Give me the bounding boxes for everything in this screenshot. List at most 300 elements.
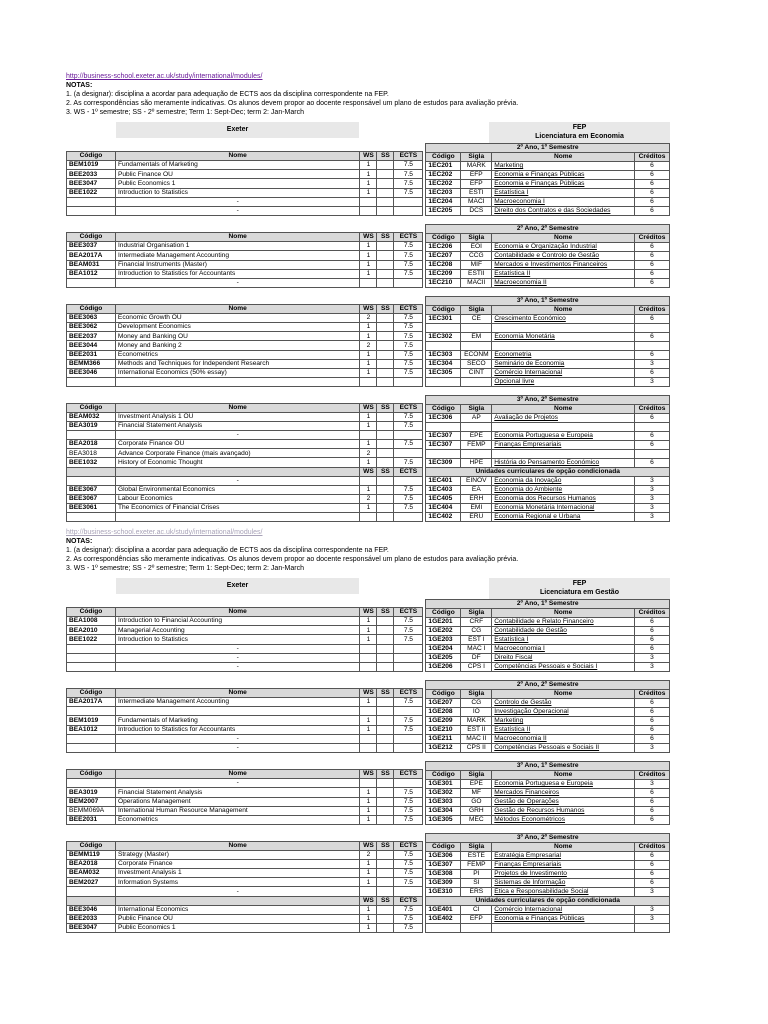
table-cell [635,423,670,432]
table-cell: BEE3061 [67,503,116,512]
table-cell [67,734,116,743]
table-cell: BEA3019 [67,788,116,797]
table-cell[interactable]: Mercados e Investimentos Financeiros [492,261,635,270]
table-cell[interactable]: Estratégia Empresarial [492,852,635,861]
semester-row [426,297,670,306]
table-cell: Introduction to Statistics for Accountants [115,725,359,734]
column-header: Sigla [461,690,492,699]
block-spacer [66,288,670,296]
table-cell: BEA2010 [67,626,116,635]
table-cell: 1 [360,716,377,725]
notes-title: NOTAS: [66,538,93,545]
table-cell [635,450,670,459]
table-cell [67,887,116,896]
table-cell [377,635,394,644]
table-cell[interactable]: Economia Monetária [492,333,635,342]
table-row [426,243,670,252]
table-cell[interactable]: Finanças Empresariais [492,861,635,870]
column-header: Código [426,843,461,852]
table-cell[interactable]: Economia Portuguesa e Europeia [492,780,635,789]
table-cell: IO [461,708,492,717]
table-row [426,744,670,753]
blank-cell [115,296,360,305]
table-cell [377,923,394,932]
semester-title: 2º Ano, 1º Semestre [426,600,670,609]
table-cell: 7.5 [394,332,423,341]
section-2 [66,528,670,933]
table-cell: 6 [635,852,670,861]
table-cell: 1 [360,914,377,923]
table-cell: AP [461,414,492,423]
table-cell: BEA2018 [67,440,116,449]
table-cell [377,806,394,815]
table-cell [67,662,116,671]
table-cell: 1 [360,458,377,467]
notes [66,537,670,573]
table-row [426,888,670,897]
table-cell: CRF [461,618,492,627]
table-cell [67,278,116,287]
column-header: Nome [492,609,635,618]
column-header: Código [426,771,461,780]
table-cell: 3 [635,504,670,513]
table-cell [394,887,423,896]
table-cell: EM [461,333,492,342]
exeter-table [66,761,423,825]
table-cell: EINOV [461,477,492,486]
table-cell [394,734,423,743]
table-cell[interactable]: Estatística II [492,726,635,735]
table-cell [377,350,394,359]
table-row [67,485,423,494]
table-cell[interactable]: Economia e Finanças Públicas [492,180,635,189]
table-cell [377,707,394,716]
column-header: ECTS [394,896,423,905]
table-cell: BEA3018 [67,449,116,458]
semester-row [426,681,670,690]
column-header: SS [377,152,394,161]
column-header: WS [360,404,377,413]
module-link[interactable]: http://business-school.exeter.ac.uk/study/international/modules/ [66,529,263,536]
table-row [67,860,423,869]
table-row [426,333,670,342]
table-cell: 1GE308 [426,870,461,879]
table-row [67,332,423,341]
table-cell: BEM2027 [67,878,116,887]
table-cell[interactable]: Finanças Empresariais [492,441,635,450]
semester-title: 2º Ano, 1º Semestre [426,144,670,153]
table-cell [377,878,394,887]
table-cell: 1 [360,698,377,707]
table-cell: PI [461,870,492,879]
blank-cell [394,833,423,842]
table-cell: BEE2031 [67,350,116,359]
table-cell: SECO [461,360,492,369]
optional-title: Unidades curriculares de opção condicionada [426,468,670,477]
table-cell: 1 [360,923,377,932]
table-cell[interactable]: Ética e Responsabilidade Social [492,888,635,897]
table-cell[interactable]: Direito Fiscal [492,654,635,663]
table-cell [377,626,394,635]
table-cell: 1EC207 [426,252,461,261]
table-cell[interactable]: Economia e Finanças Públicas [492,915,635,924]
table-row [67,761,423,770]
table-cell [394,476,423,485]
table-cell: 1EC206 [426,243,461,252]
table-cell: CI [461,906,492,915]
blank-cell [360,761,377,770]
table-cell: 1 [360,350,377,359]
table-cell: 7.5 [394,716,423,725]
block-spacer [66,825,670,833]
block-spacer [66,753,670,761]
table-row [426,180,670,189]
table-cell: Investment Analysis 1 OU [115,413,360,422]
table-cell[interactable]: Investigação Operacional [492,708,635,717]
module-link[interactable]: http://business-school.exeter.ac.uk/study/international/modules/ [66,73,263,80]
table-cell [377,449,394,458]
table-cell[interactable]: Economia Monetária Internacional [492,504,635,513]
table-cell: 6 [635,459,670,468]
table-cell: 6 [634,315,669,324]
table-cell[interactable]: Mercados Financeiros [492,789,635,798]
table-cell[interactable]: Comércio Internacional [492,906,635,915]
table-row [67,431,423,440]
column-header: Código [426,405,461,414]
table-cell[interactable]: Estatística I [492,189,635,198]
table-cell: BEE2037 [67,332,116,341]
table-cell: DCS [461,207,492,216]
table-cell: Money and Banking OU [115,332,360,341]
table-cell: 1 [360,797,377,806]
table-cell: 7.5 [394,314,423,323]
table-row [67,887,423,896]
table-cell[interactable]: Comércio Internacional [492,369,635,378]
table-cell: 1EC309 [426,459,461,468]
semester-row [426,144,670,153]
table-row [67,350,423,359]
table-cell: BEA1012 [67,725,116,734]
table-cell: SI [461,879,492,888]
table-cell [377,188,394,197]
table-cell [461,450,492,459]
table-cell: BEMM366 [67,359,116,368]
table-cell [377,716,394,725]
table-cell: 1EC302 [426,333,461,342]
semester-row [426,834,670,843]
table-cell: BEE2033 [67,914,116,923]
table-cell: Operations Management [115,797,359,806]
table-cell[interactable]: Economia dos Recursos Humanos [492,495,635,504]
table-cell: BEMM069A [67,806,116,815]
table-cell[interactable]: Estatística II [492,270,635,279]
table-cell [635,924,670,933]
blank-cell [360,395,377,404]
table-cell: ECONM [461,351,492,360]
table-cell [377,815,394,824]
table-cell: ESTI [461,189,492,198]
fep-name: FEP [572,124,587,131]
table-cell: 1EC210 [426,279,461,288]
table-cell [360,662,377,671]
table-row [67,779,423,788]
table-row [426,699,670,708]
table-cell: 3 [635,744,670,753]
table-row [426,654,670,663]
table-cell [394,449,423,458]
table-row [67,851,423,860]
column-header: Nome [115,404,360,413]
fep-name: FEP [572,580,587,587]
table-cell: Global Environmental Economics [115,485,360,494]
header-row [67,842,423,851]
table-cell: 3 [635,663,670,672]
table-cell [377,653,394,662]
column-header: Nome [115,842,359,851]
fep-table [425,833,670,933]
table-cell[interactable]: Competências Pessoais e Sociais II [492,744,635,753]
column-header: Nome [492,771,635,780]
semester-block [66,833,670,933]
table-cell: 1EC205 [426,207,461,216]
table-cell: 1GE203 [426,636,461,645]
table-cell: 1GE306 [426,852,461,861]
table-cell: MIF [461,261,492,270]
table-cell[interactable]: Contabilidade e Relato Financeiro [492,618,635,627]
table-cell: MEC [461,816,492,825]
optional-title-row [426,897,670,906]
table-cell[interactable]: Contabilidade e Controlo de Gestão [492,252,635,261]
table-cell: 6 [635,816,670,825]
table-cell[interactable]: Economia e Finanças Públicas [492,171,635,180]
table-cell [67,644,116,653]
table-cell [377,260,394,269]
table-cell: Introduction to Financial Accounting [115,617,360,626]
table-row [426,189,670,198]
table-cell: GRH [461,807,492,816]
table-cell: 7.5 [394,905,423,914]
table-row [426,324,670,333]
table-cell: 7.5 [394,725,423,734]
table-cell: 3 [635,513,670,522]
table-cell [377,278,394,287]
header-row [426,306,670,315]
exeter-table [66,833,423,933]
note-line: 2. As correspondências são meramente indicativas. Os alunos devem propor ao docente responsável um plano de estudos para avaliação prévia. [66,556,519,563]
column-header: Sigla [461,609,492,618]
table-cell: BEM1019 [67,716,116,725]
column-header: SS [377,467,394,476]
table-cell: - [115,734,359,743]
table-row [67,206,423,215]
table-cell: 7.5 [394,179,423,188]
table-cell [377,458,394,467]
table-row [67,395,423,404]
blank-cell [67,833,116,842]
table-cell: Fundamentals of Marketing [115,716,359,725]
table-row [426,351,670,360]
table-cell[interactable]: História do Pensamento Económico [492,459,635,468]
table-cell: MACI [461,198,492,207]
table-cell [394,779,423,788]
table-cell[interactable]: Economia e Organização Industrial [492,243,635,252]
table-row [426,717,670,726]
table-cell: BEE2033 [67,170,116,179]
table-cell[interactable]: Direito dos Contratos e das Sociedades [492,207,635,216]
table-cell: EST I [461,636,492,645]
semester-block [66,680,670,753]
blank-cell [115,761,359,770]
table-cell: 7.5 [394,323,423,332]
table-cell[interactable]: Projetos de Investimento [492,870,635,879]
table-cell[interactable]: Macroeconomia I [492,645,635,654]
table-cell [377,170,394,179]
table-cell [377,368,394,377]
table-cell: - [115,476,360,485]
header-row [67,233,423,242]
table-row [67,806,423,815]
table-cell[interactable]: Macroeconomia II [492,735,635,744]
table-cell: CG [461,627,492,636]
table-cell [377,914,394,923]
table-cell: 1GE305 [426,816,461,825]
header-row [426,153,670,162]
table-row [426,432,670,441]
table-cell [426,924,461,933]
table-row [426,645,670,654]
table-cell: 1GE209 [426,717,461,726]
table-cell: BEAM032 [67,413,116,422]
table-row [67,503,423,512]
document-page [66,72,670,933]
table-cell[interactable]: Contabilidade de Gestão [492,627,635,636]
column-header: Créditos [635,234,670,243]
table-cell[interactable]: Controlo de Gestão [492,699,635,708]
table-cell[interactable]: Economia do Ambiente [492,486,635,495]
table-cell[interactable]: Economia Portuguesa e Europeia [492,432,635,441]
table-row [67,476,423,485]
column-header: Créditos [635,153,670,162]
table-cell: - [115,278,359,287]
table-cell [377,485,394,494]
blank-cell [360,296,377,305]
table-cell[interactable]: Métodos Econométricos [492,816,635,825]
table-cell: 6 [635,627,670,636]
table-cell [426,324,461,333]
table-cell: 1EC201 [426,162,461,171]
table-row [67,143,423,152]
table-cell[interactable]: Crescimento Económico [492,315,635,324]
table-row [67,512,423,521]
table-cell [377,860,394,869]
note-line: 1. (a designar): disciplina a acordar para adequação de ECTS aos da disciplina correspondente na FEP. [66,547,389,554]
table-cell [426,450,461,459]
notes [66,81,670,117]
table-cell[interactable]: Economia Regional e Urbana [492,513,635,522]
table-row [426,708,670,717]
table-cell: 1EC401 [426,477,461,486]
table-cell: - [115,743,359,752]
table-cell: BEA1012 [67,269,116,278]
table-cell[interactable]: Econometria [492,351,635,360]
column-header: SS [377,689,394,698]
table-cell[interactable]: Macroeconomia II [492,279,635,288]
blank-cell [115,395,360,404]
blank-cell [67,296,116,305]
table-cell[interactable]: Gestão de Recursos Humanos [492,807,635,816]
table-cell [492,324,635,333]
table-row [67,161,423,170]
table-cell: MAC II [461,735,492,744]
table-cell: 6 [635,636,670,645]
column-header: WS [360,305,377,314]
table-cell: 1EC303 [426,351,461,360]
table-cell[interactable]: Seminário de Economia [492,360,635,369]
table-row [67,341,423,350]
table-cell [377,341,394,350]
table-cell[interactable]: Opcional livre [492,378,635,387]
table-cell[interactable]: Economia da Inovação [492,477,635,486]
table-cell [377,905,394,914]
table-cell: BEA2017A [67,698,116,707]
table-cell: - [115,779,359,788]
blank-cell [67,599,116,608]
table-row [426,816,670,825]
semester-block [66,395,670,522]
table-row [67,242,423,251]
blank-cell [394,395,423,404]
table-cell: 1GE207 [426,699,461,708]
table-cell: 1GE211 [426,735,461,744]
table-cell: Intermediate Management Accounting [115,698,359,707]
table-cell: MAC I [461,645,492,654]
table-cell [461,924,492,933]
table-cell[interactable]: Estatística I [492,636,635,645]
table-row [67,413,423,422]
table-cell [492,924,635,933]
table-cell: 1 [360,242,377,251]
table-cell [360,476,377,485]
table-row [67,458,423,467]
table-cell [394,431,423,440]
table-cell: 1 [360,161,377,170]
table-cell [360,653,377,662]
note-line: 1. (a designar): disciplina a acordar para adequação de ECTS aos da disciplina correspondente na FEP. [66,91,389,98]
table-cell: 1GE303 [426,798,461,807]
table-cell[interactable]: Competências Pessoais e Sociais I [492,663,635,672]
table-cell [377,413,394,422]
table-cell[interactable]: Macroeconomia I [492,198,635,207]
table-cell [377,887,394,896]
table-row [67,449,423,458]
block-spacer [66,672,670,680]
table-cell[interactable]: Sistemas de Informação [492,879,635,888]
table-cell: Development Economics [115,323,360,332]
table-cell[interactable]: Marketing [492,717,635,726]
table-cell[interactable]: Marketing [492,162,635,171]
table-cell: 1EC305 [426,369,461,378]
table-row [67,197,423,206]
column-header: WS [360,770,377,779]
table-cell: - [115,653,360,662]
table-row [67,815,423,824]
table-cell: 6 [635,708,670,717]
table-cell: 6 [635,279,670,288]
table-row [426,495,670,504]
table-cell[interactable]: Avaliação de Projetos [492,414,635,423]
note-line: 2. As correspondências são meramente indicativas. Os alunos devem propor ao docente responsável um plano de estudos para avaliação prévia. [66,100,519,107]
table-cell[interactable]: Gestão de Operações [492,798,635,807]
